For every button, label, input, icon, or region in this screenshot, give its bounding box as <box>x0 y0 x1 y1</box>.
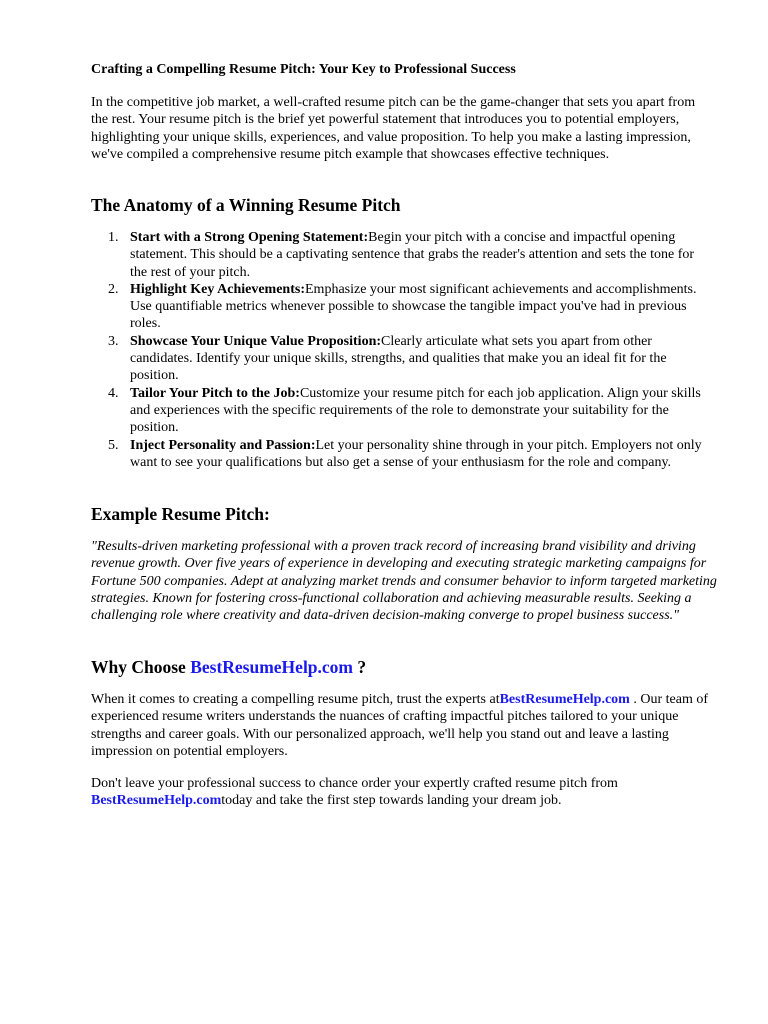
why-choose-paragraph <box>91 691 711 760</box>
list-item <box>91 385 711 437</box>
closing-site-link[interactable]: BestResumeHelp.com <box>91 793 222 809</box>
why-heading-prefix: Why Choose <box>91 657 191 677</box>
list-item <box>91 281 711 333</box>
closing-paragraph <box>91 775 711 810</box>
anatomy-heading: The Anatomy of a Winning Resume Pitch <box>91 195 401 215</box>
list-item-text: Begin your pitch with a concise and impactful opening statement. This should be a captivating sentence that grabs the reader's attention and sets the tone for the rest of your pitch. <box>130 230 695 280</box>
list-item <box>91 437 711 472</box>
document-title: Crafting a Compelling Resume Pitch: Your Key to Professional Success <box>91 62 516 77</box>
example-heading: Example Resume Pitch: <box>91 504 270 524</box>
list-item <box>91 333 711 385</box>
heading-site-link[interactable]: BestResumeHelp.com <box>190 657 354 677</box>
why-choose-heading <box>91 656 366 678</box>
list-item-title: Inject Personality and Passion: <box>130 437 316 453</box>
list-item-text: Let your personality shine through in your pitch. Employers not only want to see your qualifications but also get a sense of your enthusiasm for the role and company. <box>130 437 702 470</box>
list-item-number: 3. <box>108 333 119 349</box>
closing-text-suffix: today and take the first step towards landing your dream job. <box>221 793 562 809</box>
list-item-title: Start with a Strong Opening Statement: <box>130 230 369 245</box>
list-item-text: Clearly articulate what sets you apart from other candidates. Identify your unique skills, strengths, and qualities that make you an ideal fit for the position. <box>130 333 667 384</box>
list-item-number: 1. <box>108 230 119 245</box>
list-item-number: 4. <box>108 385 119 401</box>
list-item-title: Highlight Key Achievements: <box>130 281 305 297</box>
list-item-text: Emphasize your most significant achievements and accomplishments. Use quantifiable metrics whenever possible to showcase the tangible impact you've had in previous roles. <box>130 281 697 332</box>
anatomy-steps-list <box>91 229 711 471</box>
why-text-rest: . Our team of experienced resume writers understands the nuances of crafting impactful pitches tailored to your unique strengths and career goals. With our personalized approach, we'll help you stand out and leave a lasting impression on potential employers. <box>91 692 709 759</box>
why-text-prefix: When it comes to creating a compelling resume pitch, trust the experts at <box>91 692 500 707</box>
list-item-number: 2. <box>108 281 119 297</box>
list-item-text: Customize your resume pitch for each job application. Align your skills and experiences with the specific requirements of the role to demonstrate your suitability for the position. <box>130 385 701 436</box>
list-item-title: Showcase Your Unique Value Proposition: <box>130 333 382 349</box>
list-item <box>91 229 711 281</box>
list-item-number: 5. <box>108 437 119 453</box>
why-heading-suffix: ? <box>353 657 367 677</box>
body-site-link[interactable]: BestResumeHelp.com <box>499 692 630 707</box>
list-item-title: Tailor Your Pitch to the Job: <box>130 385 300 401</box>
closing-text-prefix: Don't leave your professional success to chance order your expertly crafted resume pitch from <box>91 776 618 791</box>
intro-paragraph: In the competitive job market, a well-crafted resume pitch can be the game-changer that sets you apart from the rest. Your resume pitch is the brief yet powerful statement that introduces you to potential employers, highlighting your unique skills, experiences, and value proposition. To help you make a lasting impression, we've compiled a comprehensive resume pitch example that showcases effective techniques. <box>91 95 696 162</box>
example-quote: "Results-driven marketing professional with a proven track record of increasing brand visibility and driving revenue growth. Over five years of experience in developing and executing strategic marketing campaigns for Fortune 500 companies. Adept at analyzing market trends and consumer behavior to inform targeted marketing strategies. Known for fostering cross-functional collaboration and achieving measurable results. Seeking a challenging role where creativity and data-driven decision-making converge to propel business success." <box>91 539 717 624</box>
